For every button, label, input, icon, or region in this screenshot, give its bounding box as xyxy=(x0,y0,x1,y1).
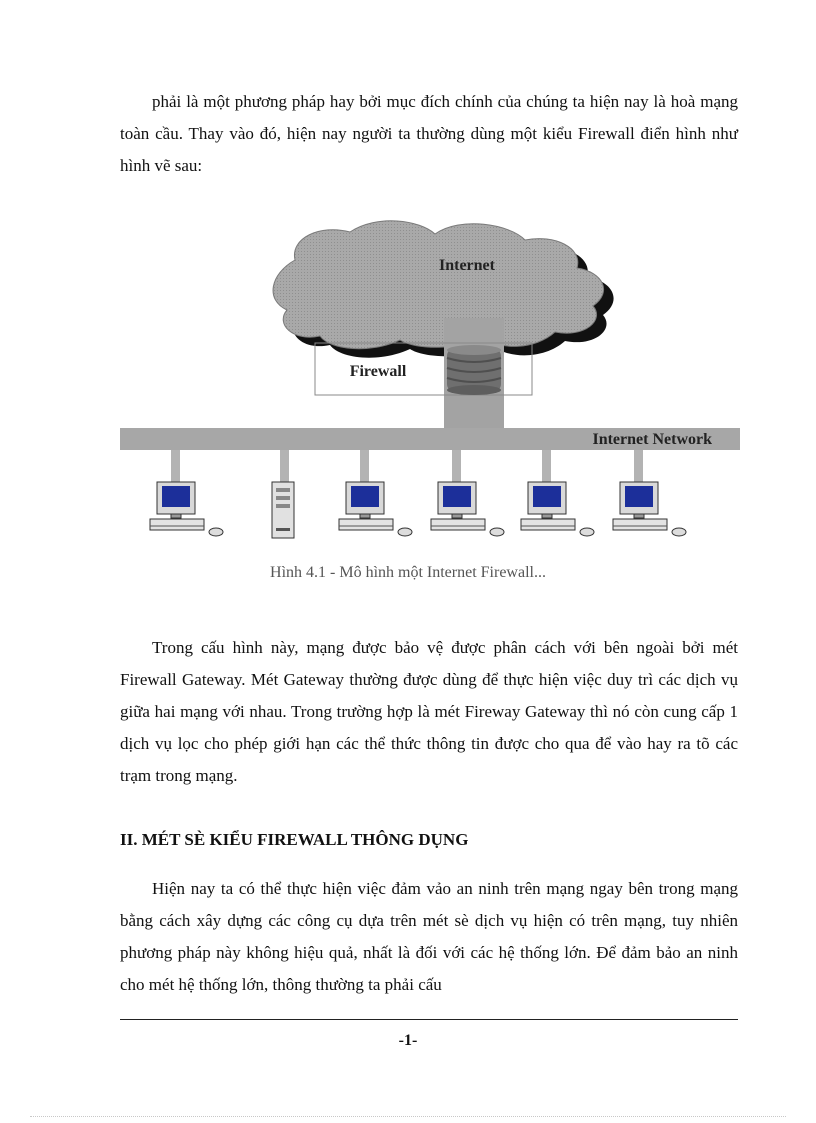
workstation-icon xyxy=(521,482,594,536)
workstation-icon xyxy=(150,482,223,536)
workstation-icon xyxy=(339,482,412,536)
firewall-coil-icon xyxy=(447,345,501,395)
page-number: -1- xyxy=(398,1032,418,1049)
paragraph-intro: phải là một phương pháp hay bởi mục đích chính của chúng ta hiện nay là hoà mạng toàn cầu. Thay vào đó, hiện nay người ta thường dùng một kiểu Firewall điển hình như hình vẽ sau: xyxy=(120,92,738,175)
workstation-icon xyxy=(613,482,686,536)
paragraph-config: Trong cấu hình này, mạng được bảo vệ được phân cách với bên ngoài bởi mét Firewall Gateway. Mét Gateway thường được dùng để thực hiện việc duy trì các dịch vụ giữa hai mạng với nhau. Trong trường hợp là mét Fireway Gateway thì nó còn cung cấp 1 dịch vụ lọc cho phép giới hạn các thể thức thông tin được cho qua để vào hay ra tõ các trạm trong mạng. xyxy=(120,638,738,785)
workstation-icon xyxy=(431,482,504,536)
section-heading: II. MÉT SÈ KIỂU FIREWALL THÔNG DỤNG xyxy=(120,830,469,849)
server-icon xyxy=(272,482,294,538)
figure-caption: Hình 4.1 - Mô hình một Internet Firewall... xyxy=(270,564,546,581)
firewall-label: Firewall xyxy=(349,363,407,380)
footer-rule xyxy=(120,1019,738,1020)
page-edge-dots xyxy=(30,1116,786,1117)
cloud-label: Internet xyxy=(439,257,495,274)
network-label: Internet Network xyxy=(592,431,712,448)
drop-lines xyxy=(171,450,643,482)
firewall-diagram xyxy=(115,200,745,560)
internet-cloud xyxy=(273,221,604,349)
paragraph-section-intro: Hiện nay ta có thể thực hiện việc đảm vảo an ninh trên mạng ngay bên trong mạng bằng cách xây dựng các công cụ dựa trên mét sè dịch vụ hiện có trên mạng, tuy nhiên phương pháp này không hiệu quả, nhất là đối với các hệ thống lớn. Để đảm bảo an ninh cho mét hệ thống lớn, thông thường ta phải cấu xyxy=(120,879,738,994)
